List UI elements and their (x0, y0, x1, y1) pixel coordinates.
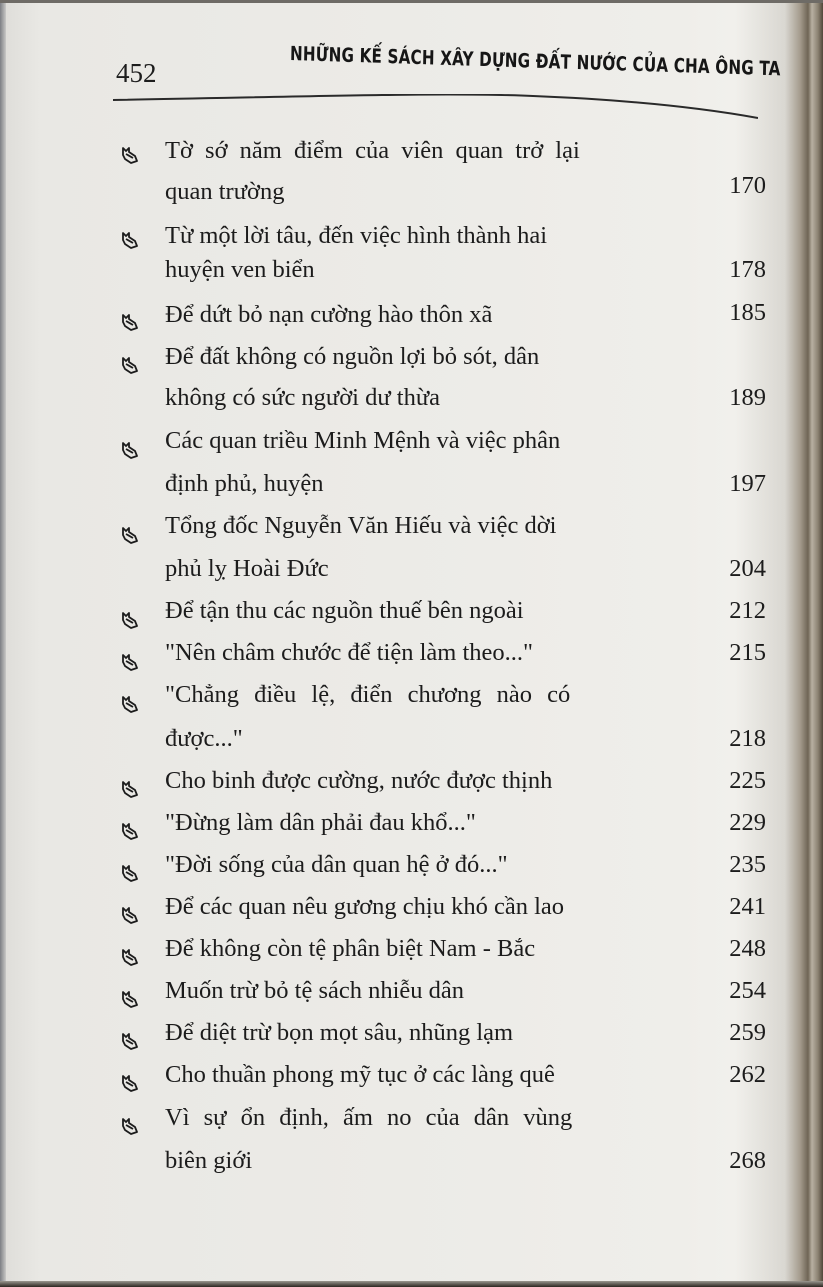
toc-entry-title: Để tận thu các nguồn thuế bên ngoài (165, 597, 524, 624)
toc-entry-page: 215 (729, 639, 766, 666)
toc-entry-title: Cho binh được cường, nước được thịnh (165, 767, 553, 794)
toc-entry-title: Từ một lời tâu, đến việc hình thành hai (165, 222, 548, 249)
toc-entry-title-continued: định phủ, huyện (165, 470, 324, 497)
toc-entry-page: 262 (729, 1061, 766, 1088)
toc-entry-title: "Nên châm chước để tiện làm theo..." (165, 639, 534, 666)
toc-entry-title: Để không còn tệ phân biệt Nam - Bắc (165, 935, 536, 962)
pointing-hand-icon (118, 863, 140, 885)
toc-entry-page: 235 (729, 851, 766, 878)
toc-entry-title: Muốn trừ bỏ tệ sách nhiễu dân (165, 977, 465, 1004)
toc-entry-page: 204 (729, 555, 766, 582)
toc-entry-page: 229 (729, 809, 766, 836)
toc-entry-title: Để dứt bỏ nạn cường hào thôn xã (165, 301, 493, 328)
pointing-hand-icon (118, 230, 140, 252)
running-title: NHỮNG KẾ SÁCH XÂY DỰNG ĐẤT NƯỚC CỦA CHA ÔNG TA (289, 42, 781, 81)
toc-entry-page: 197 (729, 470, 766, 497)
toc-entry-page: 189 (729, 384, 766, 411)
pointing-hand-icon (118, 821, 140, 843)
page-number: 452 (116, 58, 157, 88)
toc-entry-title-continued: phủ lỵ Hoài Đức (165, 555, 329, 582)
pointing-hand-icon (118, 694, 140, 716)
toc-entry-title-continued: biên giới (165, 1147, 253, 1174)
toc-entry-title: Để diệt trừ bọn mọt sâu, nhũng lạm (165, 1019, 514, 1046)
toc-entry-title-continued: được..." (165, 725, 243, 752)
toc-entry-page: 259 (729, 1019, 766, 1046)
toc-entry-title: Cho thuần phong mỹ tục ở các làng quê (165, 1061, 555, 1088)
pointing-hand-icon (118, 610, 140, 632)
toc-entry-title-continued: huyện ven biển (165, 256, 315, 283)
toc-entry-page: 178 (729, 256, 766, 283)
pointing-hand-icon (118, 1031, 140, 1053)
toc-entry-title: Tờ sớ năm điểm của viên quan trở lại (165, 137, 580, 164)
toc-entry-title: Vì sự ổn định, ấm no của dân vùng (165, 1104, 573, 1131)
toc-entry-page: 268 (729, 1147, 766, 1174)
toc-entry-title: Các quan triều Minh Mệnh và việc phân (165, 427, 561, 454)
toc-entry-page: 218 (729, 725, 766, 752)
pointing-hand-icon (118, 1073, 140, 1095)
pointing-hand-icon (118, 1116, 140, 1138)
pointing-hand-icon (118, 440, 140, 462)
toc-entry-title: Tổng đốc Nguyễn Văn Hiếu và việc dời (165, 512, 557, 539)
pointing-hand-icon (118, 355, 140, 377)
toc-entry-page: 254 (729, 977, 766, 1004)
pointing-hand-icon (118, 905, 140, 927)
toc-entry-title: Để các quan nêu gương chịu khó cần lao (165, 893, 565, 920)
toc-entry-page: 225 (729, 767, 766, 794)
pointing-hand-icon (118, 312, 140, 334)
toc-entry-title: "Chẳng điều lệ, điển chương nào có (165, 681, 571, 708)
toc-entry-page: 212 (729, 597, 766, 624)
toc-entry-title: "Đừng làm dân phải đau khổ..." (165, 809, 476, 836)
toc-entry-page: 185 (729, 299, 766, 326)
pointing-hand-icon (118, 947, 140, 969)
pointing-hand-icon (118, 145, 140, 167)
pointing-hand-icon (118, 525, 140, 547)
pointing-hand-icon (118, 989, 140, 1011)
toc-entry-page: 241 (729, 893, 766, 920)
toc-entry-page: 170 (729, 172, 766, 199)
toc-entry-title-continued: không có sức người dư thừa (165, 384, 440, 411)
pointing-hand-icon (118, 652, 140, 674)
toc-entry-title: Để đất không có nguồn lợi bỏ sót, dân (165, 343, 540, 370)
toc-entry-title: "Đời sống của dân quan hệ ở đó..." (165, 851, 508, 878)
toc-entry-title-continued: quan trường (165, 178, 285, 205)
pointing-hand-icon (118, 779, 140, 801)
toc-entry-page: 248 (729, 935, 766, 962)
